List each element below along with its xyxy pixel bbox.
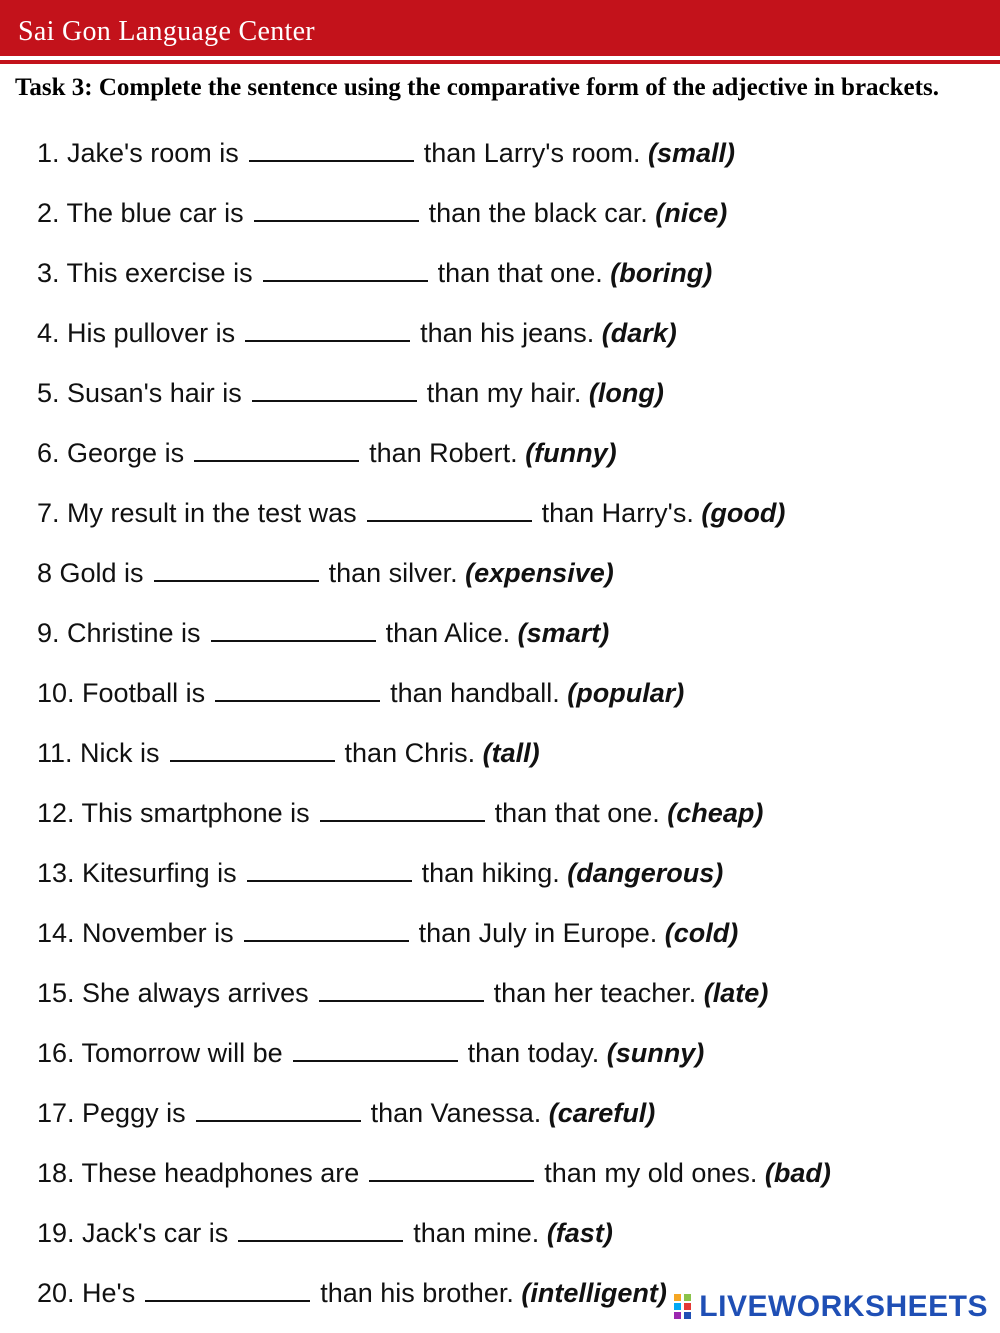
answer-blank[interactable] (245, 318, 410, 342)
question-text: 16. Tomorrow will be (37, 1038, 283, 1068)
question-continuation: than Larry's room. (423, 138, 641, 168)
question-item (37, 311, 831, 371)
adjective-hint: (cheap) (667, 798, 764, 828)
adjective-hint: (tall) (482, 738, 540, 768)
adjective-hint: (small) (648, 138, 736, 168)
adjective-hint: (intelligent) (521, 1278, 667, 1308)
question-item (37, 1211, 831, 1271)
question-text: 7. My result in the test was (37, 498, 357, 528)
answer-blank[interactable] (247, 858, 412, 882)
question-text: 11. Nick is (37, 738, 160, 768)
adjective-hint: (dark) (601, 318, 677, 348)
answer-blank[interactable] (238, 1218, 403, 1242)
adjective-hint: (good) (701, 498, 786, 528)
adjective-hint: (bad) (764, 1158, 831, 1188)
answer-blank[interactable] (154, 558, 319, 582)
header-divider (0, 60, 1000, 64)
answer-blank[interactable] (145, 1278, 310, 1302)
question-text: 10. Football is (37, 678, 206, 708)
question-text: 2. The blue car is (37, 198, 244, 228)
question-continuation: than Chris. (344, 738, 476, 768)
question-text: 17. Peggy is (37, 1098, 186, 1128)
adjective-hint: (expensive) (465, 558, 614, 588)
answer-blank[interactable] (211, 618, 376, 642)
question-text: 12. This smartphone is (37, 798, 310, 828)
question-text: 20. He's (37, 1278, 136, 1308)
question-item (37, 1091, 831, 1151)
question-text: 8 Gold is (37, 558, 144, 588)
adjective-hint: (nice) (655, 198, 728, 228)
question-text: 18. These headphones are (37, 1158, 360, 1188)
question-item (37, 971, 831, 1031)
adjective-hint: (funny) (525, 438, 617, 468)
answer-blank[interactable] (263, 258, 428, 282)
question-text: 9. Christine is (37, 618, 201, 648)
answer-blank[interactable] (319, 978, 484, 1002)
answer-blank[interactable] (196, 1098, 361, 1122)
header-title: Sai Gon Language Center (18, 16, 315, 47)
question-continuation: than today. (467, 1038, 600, 1068)
question-item (37, 1031, 831, 1091)
adjective-hint: (smart) (517, 618, 610, 648)
question-text: 14. November is (37, 918, 234, 948)
question-item (37, 731, 831, 791)
adjective-hint: (sunny) (606, 1038, 705, 1068)
adjective-hint: (careful) (548, 1098, 656, 1128)
question-continuation: than that one. (437, 258, 603, 288)
question-continuation: than silver. (328, 558, 458, 588)
question-item (37, 671, 831, 731)
adjective-hint: (fast) (546, 1218, 613, 1248)
answer-blank[interactable] (293, 1038, 458, 1062)
question-continuation: than Robert. (369, 438, 518, 468)
question-continuation: than mine. (413, 1218, 540, 1248)
answer-blank[interactable] (252, 378, 417, 402)
answer-blank[interactable] (249, 138, 414, 162)
question-item (37, 371, 831, 431)
liveworksheets-watermark (673, 1289, 988, 1325)
question-continuation: than my hair. (426, 378, 582, 408)
question-item (37, 851, 831, 911)
question-item (37, 551, 831, 611)
question-continuation: than handball. (390, 678, 560, 708)
adjective-hint: (late) (703, 978, 769, 1008)
question-continuation: than Harry's. (541, 498, 694, 528)
question-text: 1. Jake's room is (37, 138, 239, 168)
answer-blank[interactable] (369, 1158, 534, 1182)
question-item (37, 251, 831, 311)
question-item (37, 611, 831, 671)
adjective-hint: (boring) (610, 258, 713, 288)
question-item (37, 911, 831, 971)
question-continuation: than hiking. (421, 858, 560, 888)
answer-blank[interactable] (320, 798, 485, 822)
question-item (37, 191, 831, 251)
question-text: 6. George is (37, 438, 185, 468)
question-continuation: than the black car. (428, 198, 648, 228)
question-text: 5. Susan's hair is (37, 378, 242, 408)
question-item (37, 1151, 831, 1211)
question-continuation: than his jeans. (420, 318, 595, 348)
question-continuation: than Alice. (385, 618, 511, 648)
task-instruction: Task 3: Complete the sentence using the comparative form of the adjective in brackets. (15, 74, 939, 101)
question-text: 3. This exercise is (37, 258, 253, 288)
answer-blank[interactable] (254, 198, 419, 222)
adjective-hint: (long) (588, 378, 664, 408)
question-continuation: than his brother. (320, 1278, 514, 1308)
question-item (37, 431, 831, 491)
question-text: 19. Jack's car is (37, 1218, 229, 1248)
question-text: 13. Kitesurfing is (37, 858, 237, 888)
question-continuation: than that one. (494, 798, 660, 828)
question-continuation: than my old ones. (544, 1158, 758, 1188)
question-item (37, 131, 831, 191)
question-continuation: than Vanessa. (370, 1098, 542, 1128)
question-list (37, 131, 831, 1331)
liveworksheets-logo-icon (673, 1292, 693, 1322)
question-text: 15. She always arrives (37, 978, 309, 1008)
watermark-text: LIVEWORKSHEETS (699, 1290, 988, 1323)
question-text: 4. His pullover is (37, 318, 236, 348)
header-banner (0, 0, 1000, 56)
question-item (37, 791, 831, 851)
adjective-hint: (dangerous) (567, 858, 724, 888)
answer-blank[interactable] (367, 498, 532, 522)
answer-blank[interactable] (170, 738, 335, 762)
question-continuation: than July in Europe. (418, 918, 658, 948)
answer-blank[interactable] (244, 918, 409, 942)
question-item (37, 491, 831, 551)
adjective-hint: (cold) (664, 918, 739, 948)
answer-blank[interactable] (215, 678, 380, 702)
adjective-hint: (popular) (567, 678, 685, 708)
answer-blank[interactable] (194, 438, 359, 462)
question-continuation: than her teacher. (493, 978, 697, 1008)
